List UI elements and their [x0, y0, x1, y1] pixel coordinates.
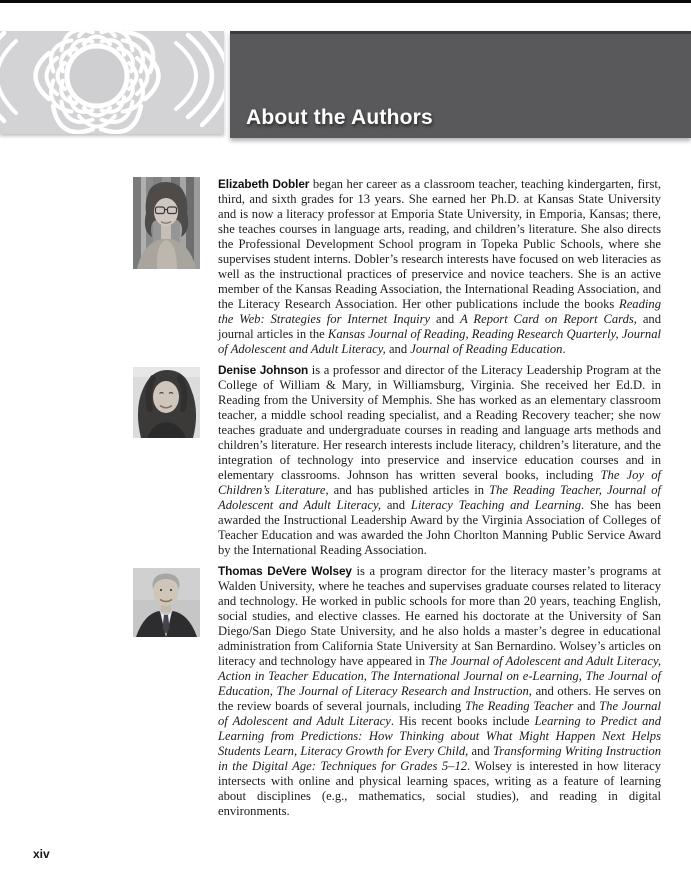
flower-pattern-art	[0, 31, 224, 134]
author-section-dobler	[133, 177, 661, 357]
author-bio-dobler: Elizabeth Dobler began her career as a classroom teacher, teaching kindergarten, first, third, and sixth grades for 13 years. She earned her Ph.D. at Kansas State University and is now a literacy professor at Emporia State University, in Emporia, Kansas; there, she teaches courses in language arts, reading, and children’s literature. She also directs the Professional Development School program in Topeka Public Schools, where she supervises student interns. Dobler’s research interests have focused on web literacies as well as the instructional practices of preservice and novice teachers. She is an active member of the Kansas Reading Association, the International Reading Association, and the Literacy Research Association. Her other publications include the books Reading the Web: Strategies for Internet Inquiry and A Report Card on Report Cards, and journal articles in the Kansas Journal of Reading, Reading Research Quarterly, Journal of Adolescent and Adult Literacy, and Journal of Reading Education.	[218, 177, 661, 356]
photo-column	[133, 564, 218, 637]
about-the-authors-content	[133, 177, 661, 819]
photo-column	[133, 363, 218, 438]
flower-motif-icon	[0, 31, 224, 134]
author-photo-wolsey	[133, 568, 200, 637]
author-section-wolsey	[133, 564, 661, 819]
author-bio-wolsey: Thomas DeVere Wolsey is a program director for the literacy master’s programs at Walden University, where he teaches and supervises graduate courses related to literacy and technology. He worked in public schools for more than 20 years, teaching English, social studies, and elective classes. He earned his doctorate at the University of San Diego/San Diego State University, and he also holds a master’s degree in educational administration from California State University at San Bernardino. Wolsey’s articles on literacy and technology have appeared in The Journal of Adolescent and Adult Literacy, Action in Teacher Education, The International Journal on e-Learning, The Journal of Education, The Journal of Literacy Research and Instruction, and others. He serves on the review boards of several journals, including The Reading Teacher and The Journal of Adolescent and Adult Literacy. His recent books include Learning to Predict and Learning from Predictions: How Thinking about What Might Happen Next Helps Students Learn, Literacy Growth for Every Child, and Transforming Writing Instruction in the Digital Age: Techniques for Grades 5–12. Wolsey is interested in how literacy intersects with online and physical learning spaces, writing as a feature of learning about disciplines (e.g., mathematics, social studies), and reading in digital environments.	[218, 564, 661, 818]
header-bar	[230, 31, 691, 138]
photo-column	[133, 177, 218, 269]
author-photo-johnson	[133, 367, 200, 438]
top-rule	[0, 0, 691, 3]
author-photo-dobler	[133, 177, 200, 269]
page-number: xiv	[33, 847, 50, 861]
author-bio-johnson: Denise Johnson is a professor and director of the Literacy Leadership Program at the College of William & Mary, in Williamsburg, Virginia. She received her Ed.D. in Reading from the University of Memphis. She has worked as an elementary classroom teacher, a middle school reading specialist, and a Reading Recovery teacher; she now teaches graduate and undergraduate courses in reading and language arts methods and children’s literature. Her research interests include literacy, children’s literature, and the integration of technology into preservice and inservice education courses and in elementary classrooms. Johnson has written several books, including The Joy of Children’s Literature, and has published articles in The Reading Teacher, Journal of Adolescent and Adult Literacy, and Literacy Teaching and Learning. She has been awarded the Instructional Leadership Award by the Virginia Association of Colleges of Teacher Education and was awarded the John Chorlton Manning Public Service Award by the International Reading Association.	[218, 363, 662, 557]
author-section-johnson	[133, 363, 661, 558]
page-header	[0, 31, 691, 141]
page-title: About the Authors	[246, 106, 433, 129]
